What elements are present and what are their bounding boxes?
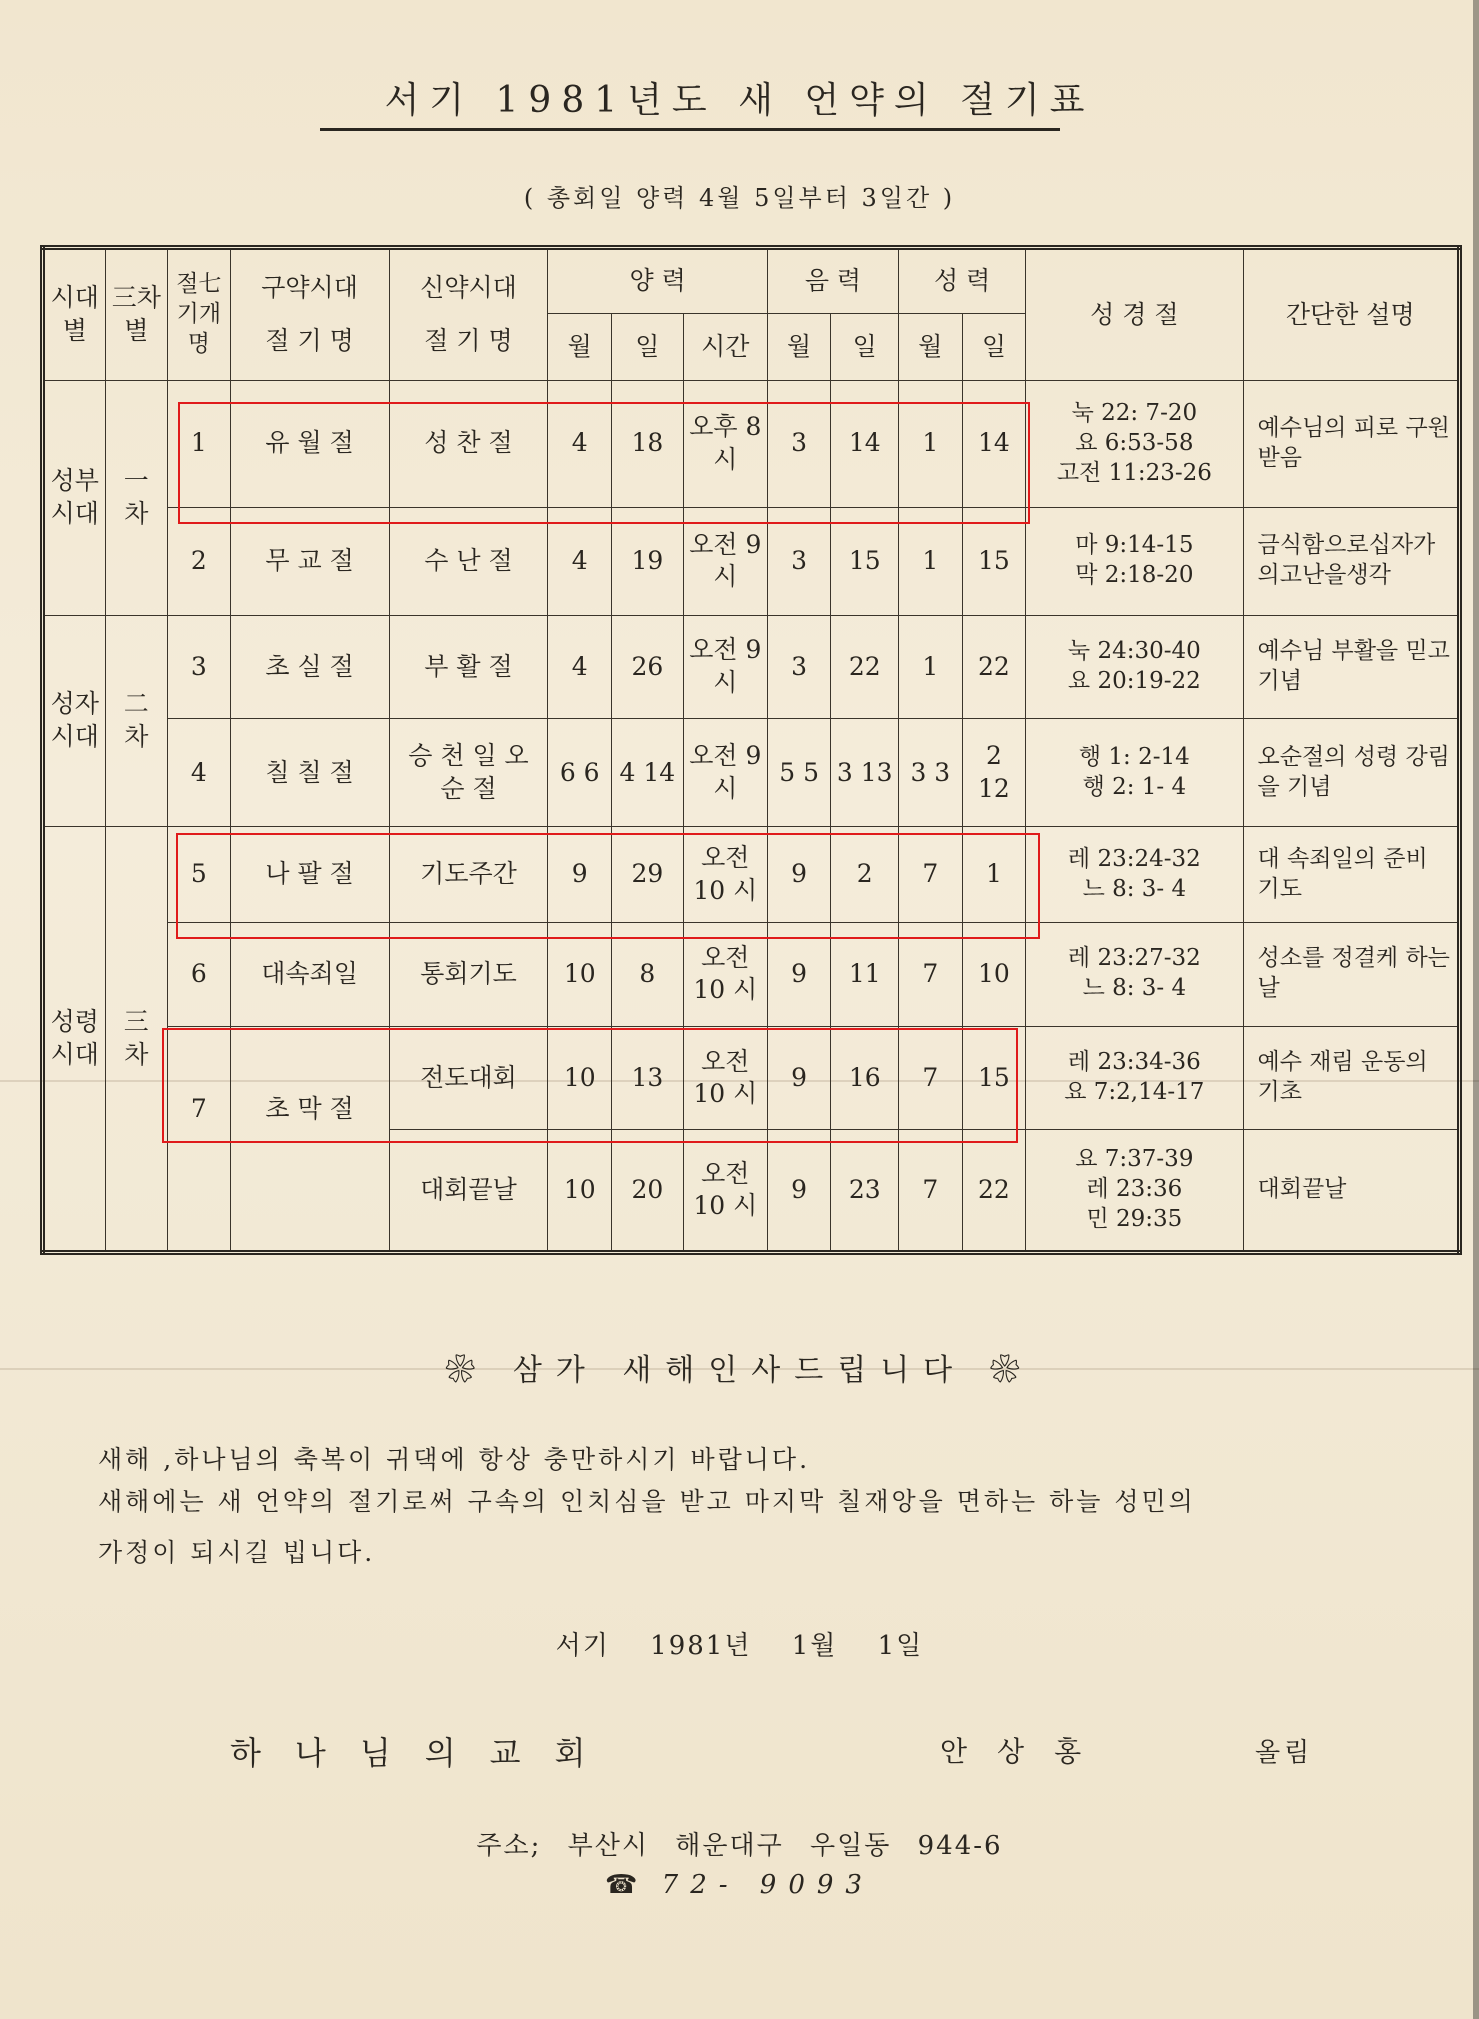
lunar-month: 9 xyxy=(767,1130,831,1253)
header-sacred: 성 력 xyxy=(899,248,1026,314)
greeting-line: 새해 ,하나님의 축복이 귀댁에 항상 충만하시기 바랍니다. xyxy=(98,1445,811,1474)
scripture-line: 요 6:53-58 xyxy=(1075,429,1194,456)
sacred-day: 22 xyxy=(962,615,1026,719)
feast-number: 2 xyxy=(168,507,231,615)
lunar-month: 3 xyxy=(767,380,831,507)
feast-number: 4 xyxy=(168,719,231,827)
scripture-line: 눅 24:30-40 xyxy=(1067,638,1201,665)
feast-number: 3 xyxy=(168,615,231,719)
era-son: 성자시대 xyxy=(43,615,106,827)
scripture-line: 레 23:24-32 xyxy=(1067,845,1201,872)
scripture-line: 느 8: 3- 4 xyxy=(1082,975,1187,1002)
ot-feast-name: 나 팔 절 xyxy=(230,827,389,923)
scan-edge xyxy=(1473,0,1479,2019)
nt-feast-name: 부 활 절 xyxy=(389,615,548,719)
header-nt-top: 신약시대 xyxy=(420,273,517,303)
ot-feast-name: 초 막 절 xyxy=(230,1026,389,1252)
solar-month: 10 xyxy=(548,922,612,1026)
nt-feast-name: 전도대회 xyxy=(389,1026,548,1130)
solar-day: 29 xyxy=(612,827,684,923)
scripture-line: 민 29:35 xyxy=(1086,1206,1183,1233)
nt-feast-name: 대회끝날 xyxy=(389,1130,548,1253)
header-scripture: 성 경 절 xyxy=(1026,248,1243,381)
feast-number: 7 xyxy=(168,1026,231,1252)
scripture-cell xyxy=(1026,1026,1243,1130)
description-cell: 예수 재림 운동의 기초 xyxy=(1243,1026,1459,1130)
header-ot-feast xyxy=(230,248,389,381)
header-seven-feasts: 절七기개명 xyxy=(168,248,231,381)
stage-first: 一 차 xyxy=(105,380,168,615)
header-ot-bottom: 절 기 명 xyxy=(265,325,354,355)
scripture-line: 행 2: 1- 4 xyxy=(1082,773,1187,800)
greeting-heading: ❀ 삼가 새해인사드립니다 ❀ xyxy=(445,1353,1034,1388)
description-cell: 성소를 정결케 하는 날 xyxy=(1243,922,1459,1026)
lunar-day: 14 xyxy=(831,380,899,507)
scripture-line: 레 23:27-32 xyxy=(1067,945,1201,972)
header-nt-bottom: 절 기 명 xyxy=(424,325,513,355)
era-father: 성부시대 xyxy=(43,380,106,615)
header-row xyxy=(43,248,1460,314)
scripture-cell xyxy=(1026,922,1243,1026)
stage-second: 二 차 xyxy=(105,615,168,827)
closing-word: 올림 xyxy=(1255,1738,1314,1768)
church-name: 하나님의교회 xyxy=(230,1734,620,1772)
stage-third: 三 차 xyxy=(105,827,168,1253)
phone-number: 72- 9093 xyxy=(661,1870,874,1900)
solar-time: 오전 10 시 xyxy=(683,1130,767,1253)
header-solar-month: 월 xyxy=(548,314,612,380)
sacred-day: 15 xyxy=(962,1026,1026,1130)
scripture-cell xyxy=(1026,615,1243,719)
sender-name: 안상홍 xyxy=(940,1735,1112,1768)
sacred-month: 7 xyxy=(899,1026,963,1130)
description-cell: 오순절의 성령 강림을 기념 xyxy=(1243,719,1459,827)
lunar-day: 23 xyxy=(831,1130,899,1253)
solar-time: 오전 9 시 xyxy=(683,615,767,719)
scripture-cell xyxy=(1026,1130,1243,1253)
greeting-line: 가정이 되시길 빕니다. xyxy=(98,1538,376,1567)
lunar-day: 3 13 xyxy=(831,719,899,827)
description-cell: 예수님 부활을 믿고 기념 xyxy=(1243,615,1459,719)
greeting-line: 새해에는 새 언약의 절기로써 구속의 인치심을 받고 마지막 칠재앙을 면하는 하늘 성민의 xyxy=(98,1487,1196,1516)
solar-time: 오전 9 시 xyxy=(683,719,767,827)
issue-date: 서기 1981년 1월 1일 xyxy=(555,1631,924,1661)
lunar-month: 9 xyxy=(767,1026,831,1130)
description-cell: 금식함으로십자가의고난을생각 xyxy=(1243,507,1459,615)
sacred-day: 22 xyxy=(962,1130,1026,1253)
scripture-cell xyxy=(1026,380,1243,507)
header-sacred-month: 월 xyxy=(899,314,963,380)
scripture-line: 눅 22: 7-20 xyxy=(1071,399,1198,426)
nt-feast-name: 기도주간 xyxy=(389,827,548,923)
scripture-cell xyxy=(1026,507,1243,615)
sacred-month: 1 xyxy=(899,380,963,507)
lunar-month: 3 xyxy=(767,615,831,719)
header-lunar-month: 월 xyxy=(767,314,831,380)
table-row xyxy=(43,615,1460,719)
sacred-month: 3 3 xyxy=(899,719,963,827)
solar-day: 4 14 xyxy=(612,719,684,827)
sacred-month: 7 xyxy=(899,922,963,1026)
scripture-line: 요 20:19-22 xyxy=(1067,667,1201,694)
solar-day: 26 xyxy=(612,615,684,719)
lunar-day: 22 xyxy=(831,615,899,719)
description-cell: 대 속죄일의 준비 기도 xyxy=(1243,827,1459,923)
ot-feast-name: 대속죄일 xyxy=(230,922,389,1026)
solar-time: 오후 8 시 xyxy=(683,380,767,507)
description-cell: 대회끝날 xyxy=(1243,1130,1459,1253)
lunar-day: 16 xyxy=(831,1026,899,1130)
ot-feast-name: 초 실 절 xyxy=(230,615,389,719)
sacred-day: 2 12 xyxy=(962,719,1026,827)
header-lunar: 음 력 xyxy=(767,248,898,314)
table-row xyxy=(43,719,1460,827)
lunar-day: 11 xyxy=(831,922,899,1026)
ot-feast-name: 유 월 절 xyxy=(230,380,389,507)
scripture-line: 행 1: 2-14 xyxy=(1078,743,1190,770)
ot-feast-name: 무 교 절 xyxy=(230,507,389,615)
solar-time: 오전 10 시 xyxy=(683,1026,767,1130)
solar-time: 오전 10 시 xyxy=(683,827,767,923)
solar-month: 4 xyxy=(548,380,612,507)
solar-time: 오전 10 시 xyxy=(683,922,767,1026)
description-cell: 예수님의 피로 구원받음 xyxy=(1243,380,1459,507)
solar-day: 19 xyxy=(612,507,684,615)
feast-number: 6 xyxy=(168,922,231,1026)
document-subtitle: ( 총회일 양력 4월 5일부터 3일간 ) xyxy=(523,184,956,212)
sacred-month: 1 xyxy=(899,507,963,615)
scripture-line: 막 2:18-20 xyxy=(1075,562,1194,589)
solar-day: 8 xyxy=(612,922,684,1026)
header-solar-day: 일 xyxy=(612,314,684,380)
nt-feast-name: 통회기도 xyxy=(389,922,548,1026)
feast-number: 5 xyxy=(168,827,231,923)
title-underline xyxy=(320,128,1060,131)
header-sacred-day: 일 xyxy=(962,314,1026,380)
scripture-cell xyxy=(1026,719,1243,827)
nt-feast-name: 수 난 절 xyxy=(389,507,548,615)
header-solar: 양 력 xyxy=(548,248,767,314)
lunar-month: 9 xyxy=(767,922,831,1026)
sacred-month: 7 xyxy=(899,827,963,923)
header-lunar-day: 일 xyxy=(831,314,899,380)
address: 주소; 부산시 해운대구 우일동 944-6 xyxy=(476,1831,1003,1861)
sacred-month: 7 xyxy=(899,1130,963,1253)
solar-day: 18 xyxy=(612,380,684,507)
solar-day: 20 xyxy=(612,1130,684,1253)
sacred-day: 14 xyxy=(962,380,1026,507)
header-solar-time: 시간 xyxy=(683,314,767,380)
scripture-line: 고전 11:23-26 xyxy=(1056,459,1212,486)
solar-month: 9 xyxy=(548,827,612,923)
highlight-box-tabernacles xyxy=(162,1028,1018,1143)
scripture-line: 요 7:37-39 xyxy=(1075,1146,1194,1173)
header-ot-top: 구약시대 xyxy=(261,273,358,303)
scripture-line: 느 8: 3- 4 xyxy=(1082,875,1187,902)
solar-day: 13 xyxy=(612,1026,684,1130)
era-spirit: 성령시대 xyxy=(43,827,106,1253)
header-era: 시대별 xyxy=(43,248,106,381)
scripture-cell xyxy=(1026,827,1243,923)
document-title: 서기 1981년도 새 언약의 절기표 xyxy=(384,80,1095,121)
scripture-line: 마 9:14-15 xyxy=(1075,532,1194,559)
highlight-box-passover xyxy=(178,402,1030,524)
sacred-day: 10 xyxy=(962,922,1026,1026)
sacred-day: 1 xyxy=(962,827,1026,923)
lunar-month: 9 xyxy=(767,827,831,923)
nt-feast-name: 성 찬 절 xyxy=(389,380,548,507)
scripture-line: 요 7:2,14-17 xyxy=(1064,1079,1205,1106)
sacred-month: 1 xyxy=(899,615,963,719)
solar-month: 4 xyxy=(548,507,612,615)
lunar-day: 15 xyxy=(831,507,899,615)
solar-month: 6 6 xyxy=(548,719,612,827)
header-nt-feast xyxy=(389,248,548,381)
telephone-icon: ☎ xyxy=(605,1870,642,1900)
highlight-box-trumpets xyxy=(176,833,1040,939)
scripture-line: 레 23:36 xyxy=(1086,1176,1183,1203)
header-stage: 三차별 xyxy=(105,248,168,381)
lunar-month: 3 xyxy=(767,507,831,615)
nt-feast-name: 승 천 일 오 순 절 xyxy=(389,719,548,827)
solar-month: 10 xyxy=(548,1130,612,1253)
header-description: 간단한 설명 xyxy=(1243,248,1459,381)
sacred-day: 15 xyxy=(962,507,1026,615)
solar-time: 오전 9 시 xyxy=(683,507,767,615)
lunar-day: 2 xyxy=(831,827,899,923)
phone-line xyxy=(0,1870,1479,1900)
solar-month: 4 xyxy=(548,615,612,719)
lunar-month: 5 5 xyxy=(767,719,831,827)
ot-feast-name: 칠 칠 절 xyxy=(230,719,389,827)
solar-month: 10 xyxy=(548,1026,612,1130)
feast-number: 1 xyxy=(168,380,231,507)
scripture-line: 레 23:34-36 xyxy=(1067,1049,1201,1076)
